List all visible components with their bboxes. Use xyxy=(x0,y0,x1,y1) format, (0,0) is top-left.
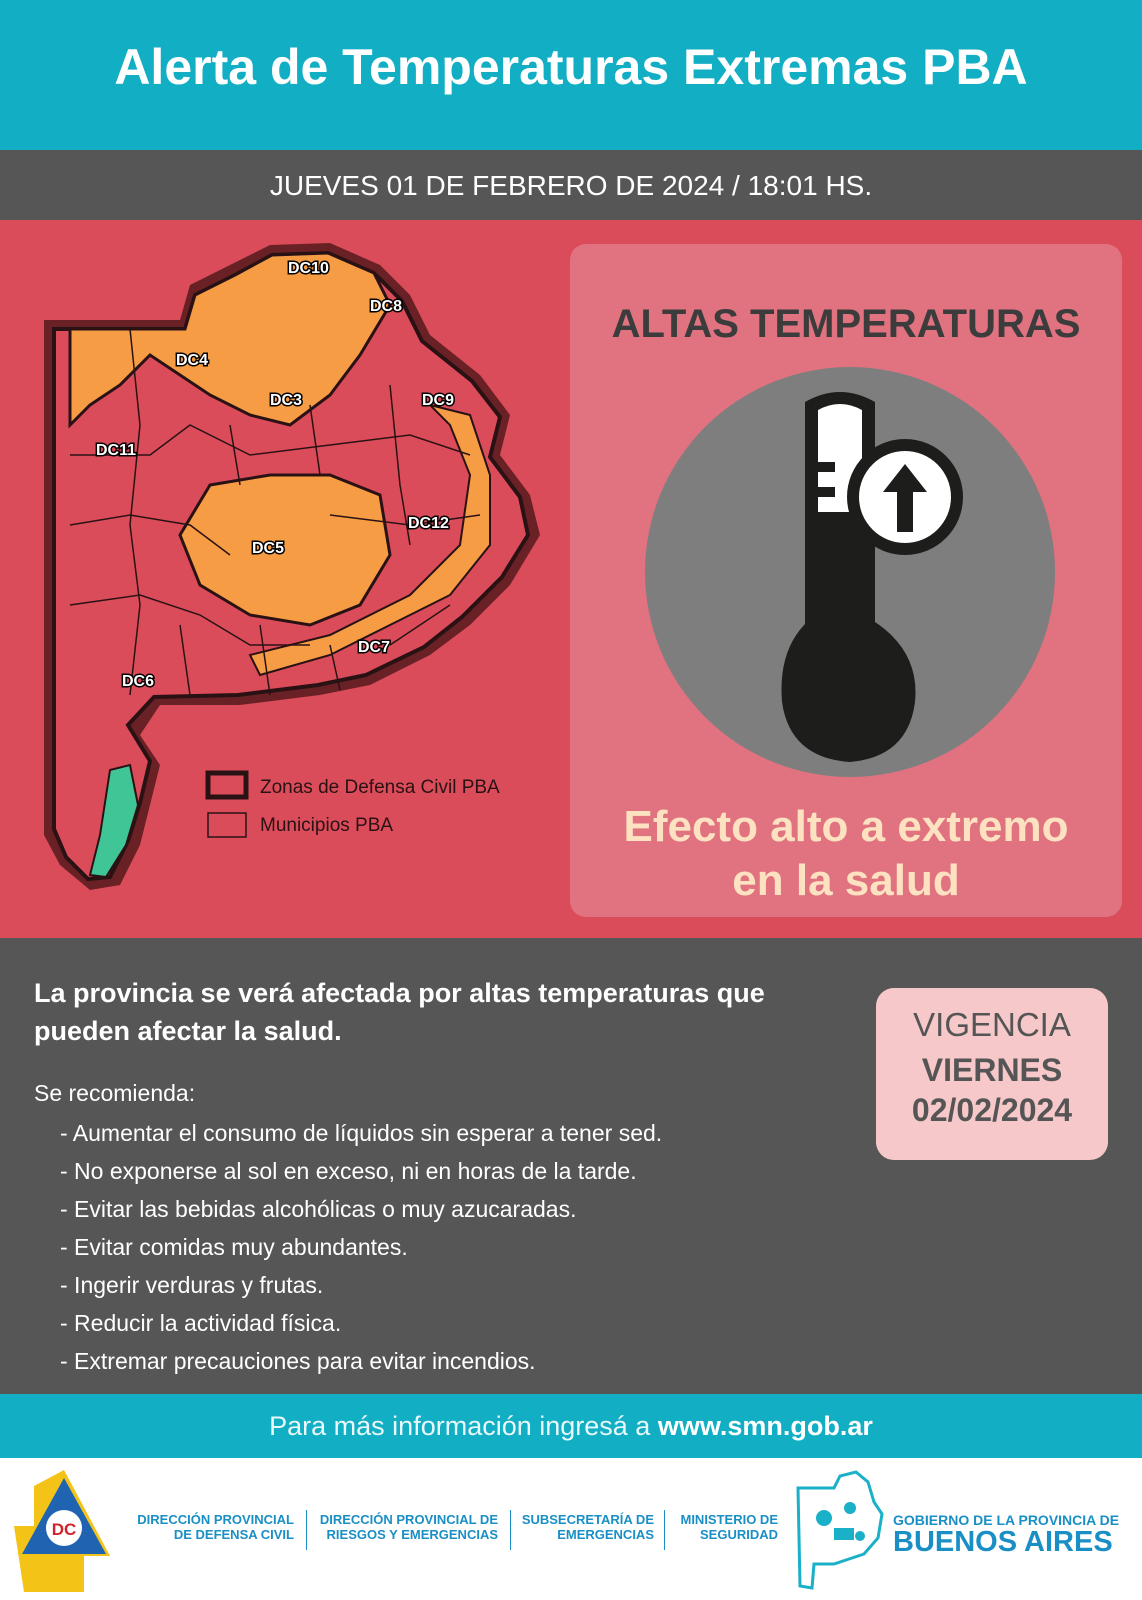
org-defensa-civil xyxy=(120,1512,294,1542)
more-info-text: Para más información ingresá a xyxy=(269,1411,658,1441)
recommendations-list xyxy=(60,1118,662,1384)
org-line: SUBSECRETARÍA DE xyxy=(521,1512,654,1527)
more-info-link[interactable]: www.smn.gob.ar xyxy=(657,1411,873,1441)
org-line: SEGURIDAD xyxy=(699,1527,778,1542)
more-info xyxy=(0,1411,1142,1442)
list-item: - Aumentar el consumo de líquidos sin esperar a tener sed. xyxy=(60,1120,663,1146)
divider xyxy=(510,1510,511,1550)
pba-map-logo xyxy=(794,1468,884,1592)
list-item: - Evitar las bebidas alcohólicas o muy azucaradas. xyxy=(60,1196,577,1222)
issue-date: JUEVES 01 DE FEBRERO DE 2024 / 18:01 HS. xyxy=(269,170,873,201)
divider xyxy=(664,1510,665,1550)
page-title: Alerta de Temperaturas Extremas PBA xyxy=(114,39,1028,95)
org-riesgos xyxy=(312,1512,498,1542)
legend-municipios-swatch xyxy=(208,813,246,837)
intro-text: La provincia se verá afectada por altas temperaturas que pueden afectar la salud. xyxy=(34,978,765,1046)
vigencia-day: VIERNES xyxy=(921,1052,1063,1088)
vigencia-badge xyxy=(876,988,1108,1160)
health-effect xyxy=(570,800,1122,908)
zone-label-dc11: DC11 xyxy=(96,442,137,459)
list-item: - Reducir la actividad física. xyxy=(60,1310,342,1336)
legend-zones-label: Zonas de Defensa Civil PBA xyxy=(260,777,500,798)
org-line: DIRECCIÓN PROVINCIAL xyxy=(137,1512,294,1527)
legend-zones-swatch xyxy=(208,773,246,797)
list-item: - Evitar comidas muy abundantes. xyxy=(60,1234,408,1260)
list-item: - Ingerir verduras y frutas. xyxy=(60,1272,324,1298)
legend-municipios-label: Municipios PBA xyxy=(260,815,394,836)
defensa-civil-logo xyxy=(14,1466,114,1596)
zone-label-dc4: DC4 xyxy=(176,352,209,369)
health-effect-line2: en la salud xyxy=(732,856,960,905)
zone-label-dc5: DC5 xyxy=(252,540,285,557)
org-line: MINISTERIO DE xyxy=(680,1512,778,1527)
list-item: - Extremar precauciones para evitar incendios. xyxy=(60,1348,536,1374)
zone-label-dc6: DC6 xyxy=(122,673,155,690)
alert-title: ALTAS TEMPERATURAS xyxy=(611,302,1081,346)
zone-label-dc7: DC7 xyxy=(358,639,391,656)
dc-logo-text: DC xyxy=(51,1520,77,1539)
zone-label-dc12: DC12 xyxy=(408,515,449,532)
org-line: EMERGENCIAS xyxy=(557,1527,654,1542)
health-effect-line1: Efecto alto a extremo xyxy=(623,802,1069,851)
divider xyxy=(306,1510,307,1550)
list-item: - No exponerse al sol en exceso, ni en horas de la tarde. xyxy=(60,1158,637,1184)
org-ministerio xyxy=(668,1512,778,1542)
org-line: DE DEFENSA CIVIL xyxy=(173,1527,294,1542)
province-map xyxy=(30,225,570,925)
vigencia-date: 02/02/2024 xyxy=(911,1092,1073,1128)
org-subsecretaria xyxy=(516,1512,654,1542)
vigencia-label: VIGENCIA xyxy=(913,1006,1071,1043)
recommendations-label: Se recomienda: xyxy=(34,1080,196,1106)
zone-label-dc9: DC9 xyxy=(422,392,455,409)
org-line: DIRECCIÓN PROVINCIAL DE xyxy=(319,1512,498,1527)
zone-label-dc3: DC3 xyxy=(270,392,303,409)
org-line: RIESGOS Y EMERGENCIAS xyxy=(326,1527,498,1542)
zone-label-dc8: DC8 xyxy=(370,298,403,315)
gov-name-line2: BUENOS AIRES xyxy=(893,1526,1113,1558)
thermometer-up-icon xyxy=(640,362,1060,782)
gov-name-line1: GOBIERNO DE LA PROVINCIA DE xyxy=(893,1512,1120,1528)
zone-label-dc10: DC10 xyxy=(288,260,329,277)
